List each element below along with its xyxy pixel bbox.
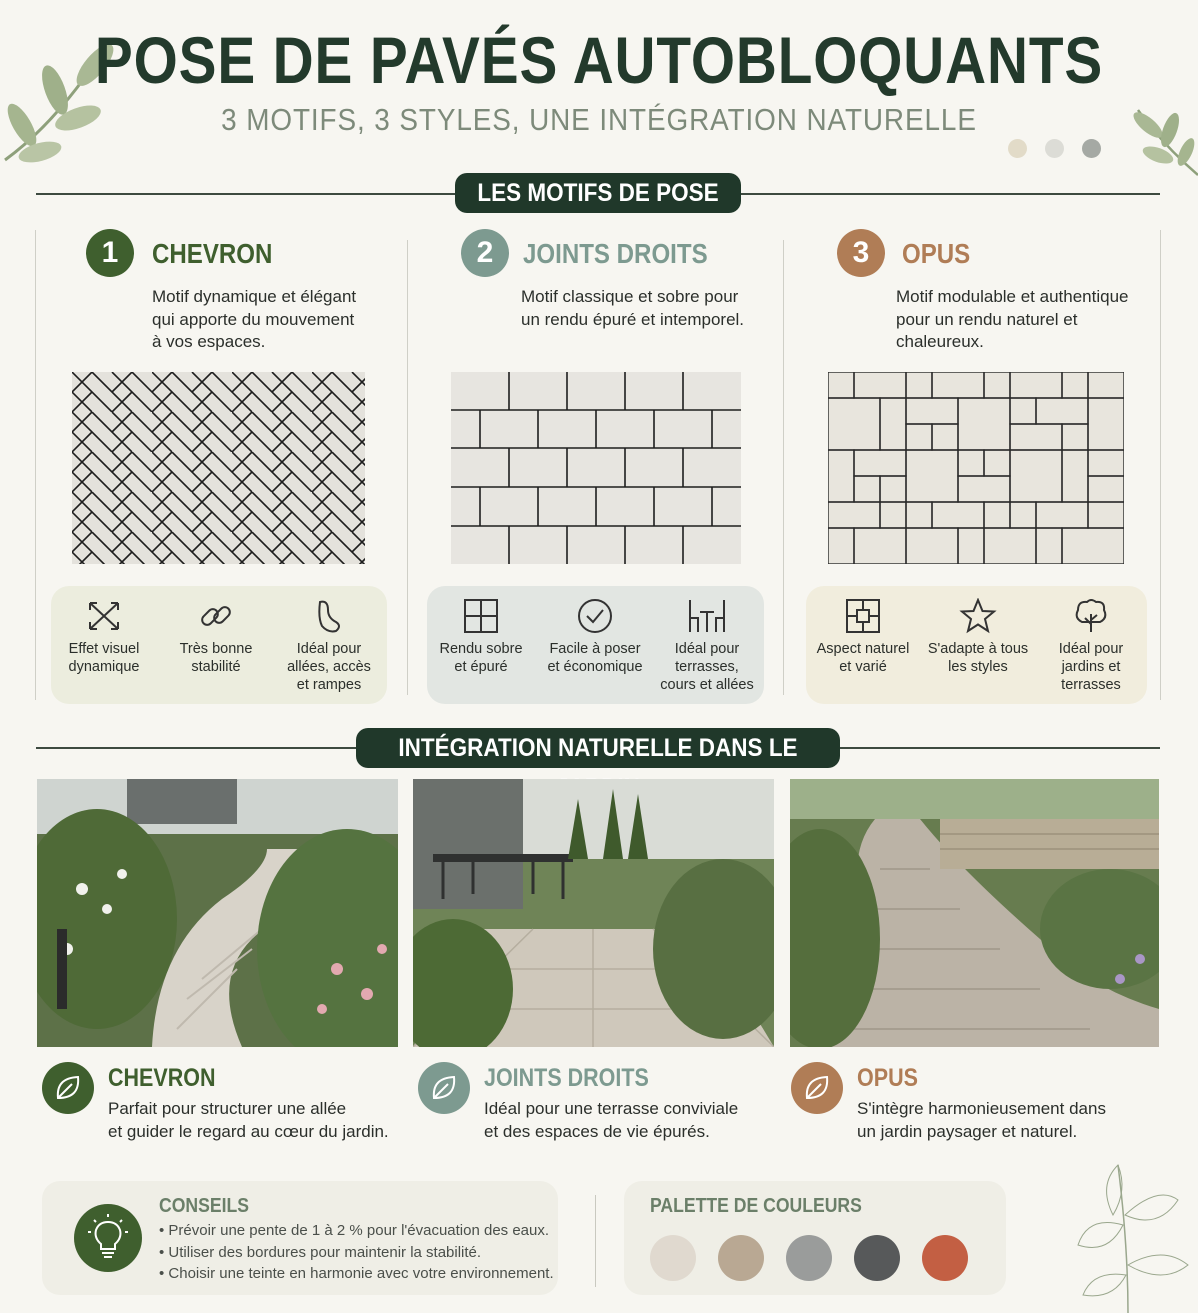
lightbulb-icon xyxy=(74,1204,142,1272)
feature-item: Idéal pour terrasses, cours et allées xyxy=(653,598,761,694)
motif-features-panel xyxy=(427,586,764,704)
leaf-icon xyxy=(418,1062,470,1114)
motif-description-line: qui apporte du mouvement xyxy=(152,309,355,329)
palette-title: PALETTE DE COULEURS xyxy=(650,1195,862,1217)
motif-description-line: chaleureux. xyxy=(896,332,984,351)
integration-description: S'intègre harmonieusement dans un jardin paysager et naturel. xyxy=(857,1099,1106,1141)
motif-description-line: à vos espaces. xyxy=(152,332,266,351)
motif-description-line: pour un rendu naturel et xyxy=(896,309,1078,329)
garden-photo-chevron-path xyxy=(37,779,398,1047)
chevron-pattern-illustration xyxy=(72,372,365,564)
garden-photo-opus-path xyxy=(790,779,1159,1047)
color-swatch xyxy=(854,1235,900,1281)
tip-item: • Prévoir une pente de 1 à 2 % pour l'évacuation des eaux. xyxy=(159,1222,550,1239)
feature-item: Facile à poser et économique xyxy=(539,598,651,676)
opus-pattern-illustration xyxy=(828,372,1124,564)
feature-item: Aspect naturel et varié xyxy=(810,598,916,676)
motif-description xyxy=(896,286,1129,354)
leaf-badge xyxy=(418,1062,470,1114)
lightbulb-badge xyxy=(74,1204,142,1272)
section-label-patterns: LES MOTIFS DE POSE xyxy=(455,173,741,213)
grid-icon xyxy=(462,598,500,634)
motif-description-line: Motif classique et sobre pour xyxy=(521,287,739,306)
decor-dot xyxy=(1008,139,1027,158)
motif-title: JOINTS DROITS xyxy=(523,238,708,269)
motif-number-badge: 2 xyxy=(461,229,509,277)
leaf-badge xyxy=(42,1062,94,1114)
color-swatch xyxy=(922,1235,968,1281)
table-chairs-icon xyxy=(687,598,727,634)
section-label-integration: INTÉGRATION NATURELLE DANS LE xyxy=(356,728,840,768)
integration-description: Idéal pour une terrasse conviviale et des espaces de vie épurés. xyxy=(484,1099,739,1141)
motif-features-panel xyxy=(51,586,387,704)
leaf-icon xyxy=(42,1062,94,1114)
integration-title: CHEVRON xyxy=(108,1064,216,1092)
star-icon xyxy=(959,598,997,634)
integration-description: Parfait pour structurer une allée et guider le regard au cœur du jardin. xyxy=(108,1099,389,1141)
tips-title: CONSEILS xyxy=(159,1195,249,1217)
column-divider xyxy=(35,230,36,700)
motif-features-panel xyxy=(806,586,1147,704)
motif-description-line: Motif modulable et authentique xyxy=(896,287,1129,306)
motif-title: OPUS xyxy=(902,238,971,269)
tip-item: • Choisir une teinte en harmonie avec votre environnement. xyxy=(159,1265,554,1282)
check-circle-icon xyxy=(576,598,614,634)
motif-description-line: un rendu épuré et intemporel. xyxy=(521,309,745,329)
leaf-badge xyxy=(791,1062,843,1114)
color-swatch xyxy=(718,1235,764,1281)
feature-item: S'adapte à tous les styles xyxy=(924,598,1032,676)
leaf-outline-decoration xyxy=(1068,1155,1198,1313)
puzzle-grid-icon xyxy=(844,598,882,634)
motif-description xyxy=(521,286,744,331)
column-divider xyxy=(407,240,408,695)
motif-number-badge: 3 xyxy=(837,229,885,277)
feature-item: Effet visuel dynamique xyxy=(51,598,157,676)
motif-number-badge: 1 xyxy=(86,229,134,277)
garden-photo-straight-terrace xyxy=(413,779,774,1047)
page-title: POSE DE PAVÉS AUTOBLOQUANTS xyxy=(94,23,1104,97)
column-divider xyxy=(1160,230,1161,700)
tree-icon xyxy=(1072,598,1110,634)
color-swatch xyxy=(786,1235,832,1281)
motif-description-line: Motif dynamique et élégant xyxy=(152,287,357,306)
integration-title: JOINTS DROITS xyxy=(484,1064,649,1092)
footprint-icon xyxy=(310,598,348,634)
leaf-icon xyxy=(791,1062,843,1114)
page-subtitle: 3 MOTIFS, 3 STYLES, UNE INTÉGRATION NATURELLE xyxy=(221,102,977,137)
feature-item: Idéal pour jardins et terrasses xyxy=(1038,598,1144,694)
feature-item: Très bonne stabilité xyxy=(163,598,269,676)
feature-item: Rendu sobre et épuré xyxy=(427,598,535,676)
link-icon xyxy=(197,598,235,634)
cross-arrows-icon xyxy=(85,598,123,634)
feature-item: Idéal pour allées, accès et rampes xyxy=(275,598,383,694)
motif-description xyxy=(152,286,356,354)
color-swatch xyxy=(650,1235,696,1281)
leaf-branch-decoration xyxy=(1128,100,1198,180)
tip-item: • Utiliser des bordures pour maintenir la stabilité. xyxy=(159,1243,482,1261)
decor-dot xyxy=(1082,139,1101,158)
motif-title: CHEVRON xyxy=(152,238,273,269)
decor-dot xyxy=(1045,139,1064,158)
column-divider xyxy=(783,240,784,695)
straight-joints-pattern-illustration xyxy=(451,372,741,564)
tips-list xyxy=(159,1220,554,1285)
integration-title: OPUS xyxy=(857,1064,918,1092)
panel-divider xyxy=(595,1195,596,1287)
